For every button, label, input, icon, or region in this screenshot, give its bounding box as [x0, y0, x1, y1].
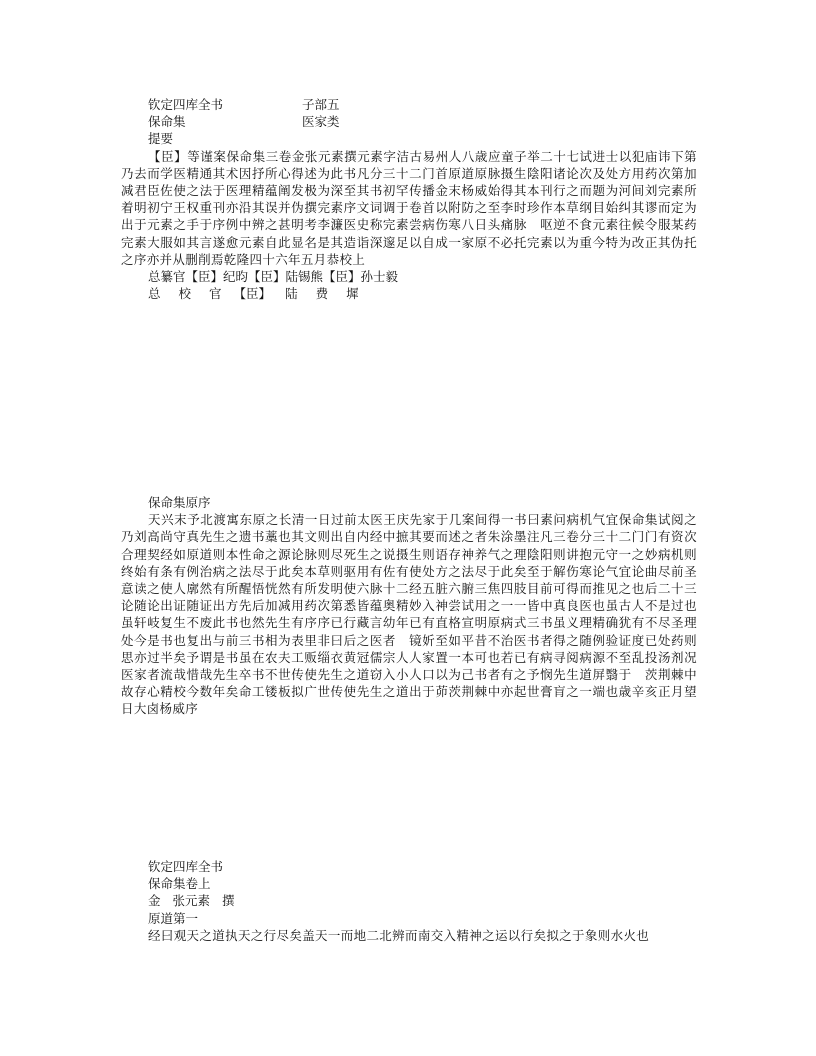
- header-line-1: [121, 96, 697, 113]
- front-matter: [121, 96, 697, 302]
- author-dynasty: 金: [148, 893, 161, 909]
- chapter-text: 经曰观天之道执天之行尽矣盖天一而地二北辨而南交入精神之运以行矣拟之于象则水火也: [148, 927, 650, 943]
- chapter-title: 原道第一: [148, 910, 199, 926]
- header-line-2: [121, 113, 697, 130]
- preface-block: [121, 494, 697, 718]
- volume-block: [121, 858, 697, 944]
- category-label: 医家类: [302, 114, 340, 130]
- officials-line-2: [121, 285, 697, 302]
- tiyao-label: 提要: [148, 131, 174, 147]
- official-part: 陆: [285, 286, 298, 302]
- volume-collection-title: 钦定四库全书: [148, 859, 224, 874]
- volume-title: 保命集卷上: [148, 876, 211, 892]
- official-part: 【臣】: [233, 286, 272, 302]
- author-line: [121, 892, 697, 909]
- official-part: 墀: [346, 286, 359, 302]
- officials-line-1: 总纂官【臣】纪昀【臣】陆锡熊【臣】孙士毅: [148, 268, 399, 284]
- author-name: 张元素: [172, 893, 211, 909]
- book-title: 保命集: [148, 114, 186, 130]
- preface-title: 保命集原序: [148, 495, 211, 510]
- tiyao-text: 【臣】等谨案保命集三卷金张元素撰元素字洁古易州人八歳应童子举二十七试进士以犯庙讳下第乃去而学医精通其术因抒所心得述为此书凡分三十二门首原道原脉摄生陰阳诸论次及处方用药次第加减君臣佐使之法于医理精蕴阐发极为深至其书初罕传播金末杨威始得其本刊行之而题为河间刘完素所着明初宁王权重刊亦沿其误并伪撰完素序文词调于卷首以附防之至李时珍作本草纲目始纠其谬而定为出于元素之手于序例中辨之甚明考李濂医史称完素尝病伤寒八日头痛脉 呕逆不食元素往候令服某药完素大服如其言遂愈元素自此显名是其造诣深邃足以自成一家原不必托完素以为重今特为改正其伪托之序亦并从删削焉乾隆四十六年五月恭校上: [121, 148, 697, 267]
- author-role: 撰: [222, 893, 235, 909]
- official-part: 总: [148, 286, 161, 302]
- section-label: 子部五: [302, 97, 340, 112]
- preface-text: 天兴末予北渡寓东原之长清一日过前太医王庆先家于几案间得一书曰素问病机气宜保命集试阅之乃刘高尚守真先生之遗书藁也其文则出自内经中摭其要而述之者朱涂墨注凡三卷分三十二门门有资次合理契经如原道则本性命之源论脉则尽死生之说摄生则语存神养气之理陰阳则讲抱元守一之妙病机则终始有条有例治病之法尽于此矣本草则驱用有佐有使处方之法尽于此矣至于解伤寒论气宜论曲尽前圣意读之使人廓然有所醒悟恍然有所发明使六脉十二经五脏六腑三焦四肢目前可得而推见之也后二十三论随论出证随证出方先后加减用药次第悉皆蕴奥精妙入神尝试用之一一皆中真良医也虽古人不是过也虽轩岐复生不废此书也然先生有序序已行藏言幼年已有直格宣明原病式三书虽义理精确犹有不尽圣理处今是书也复出与前三书相为表里非曰后之医者 镜妡至如平昔不治医书者得之随例验证度已处药则思亦过半矣予谓是书虽在农夫工贩缁衣黄冠儒宗人人家置一本可也若已有病寻阅病源不至乱投汤剂况医家者流哉惜哉先生卒书不世传使先生之道窃入小人口以为己书者有之予悯先生道屏翳于 茨荆棘中故存心精校今数年矣命工镂板拟广世传使先生之道出于茆茨荆棘中亦起世膏肓之一端也歳辛亥正月望日大卤杨威序: [121, 512, 697, 717]
- official-part: 官: [209, 286, 222, 302]
- collection-title: 钦定四库全书: [148, 97, 224, 112]
- official-part: 校: [178, 286, 192, 302]
- official-part: 费: [315, 286, 329, 302]
